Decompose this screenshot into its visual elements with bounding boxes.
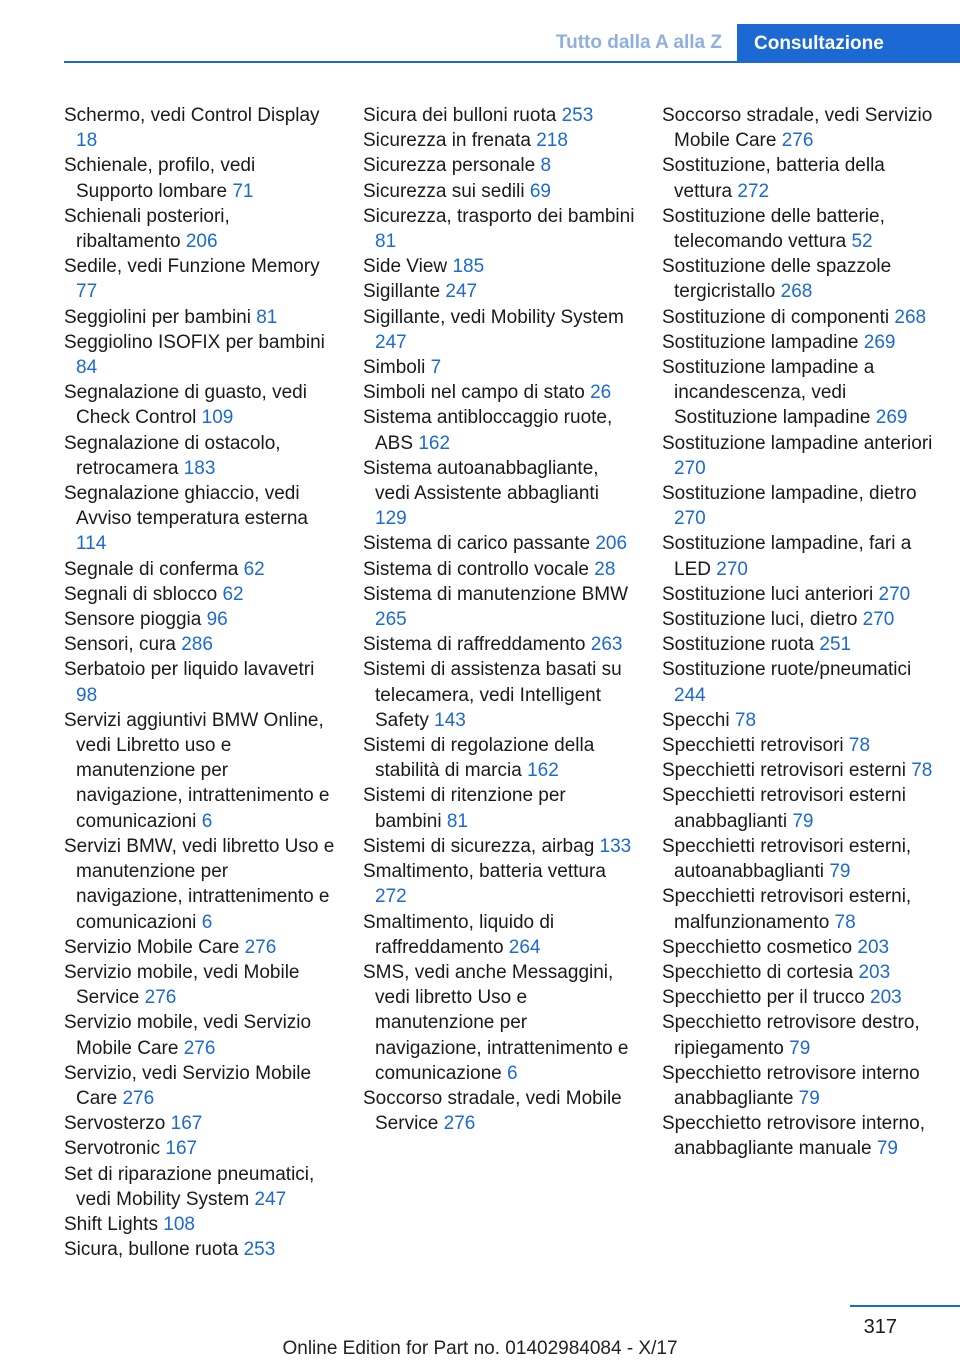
index-term: Simboli nel campo di stato [363,382,585,404]
page-reference-link[interactable]: 206 [595,533,628,555]
page-reference-link[interactable]: 276 [122,1087,155,1109]
index-entry [662,708,934,733]
index-term: Set di riparazione pneumatici, vedi Mobility System [64,1163,315,1210]
page-reference-link[interactable]: 276 [443,1113,476,1135]
index-term: Side View [363,256,448,278]
page-reference-link[interactable]: 84 [76,357,98,379]
index-entry [662,1111,934,1161]
index-term: Sostituzione lampadine, dietro [662,483,917,505]
index-entry [363,254,635,279]
page-reference-link[interactable]: 52 [851,231,873,253]
index-entry [363,405,635,455]
index-entry [363,279,635,304]
index-term: Sostituzione delle batterie, telecomando vettura [662,205,885,253]
index-term: Sostituzione lampadine [662,331,859,353]
index-entry [363,153,635,178]
index-entry [363,380,635,405]
index-entry [662,985,934,1010]
index-term: Serbatoio per liquido lavavetri [64,659,315,681]
page-reference-link[interactable]: 69 [529,180,551,202]
page-reference-link[interactable]: 276 [244,936,277,958]
footer-divider [850,1305,960,1307]
page-reference-link[interactable]: 79 [829,861,851,883]
index-term: Specchietto per il trucco [662,987,865,1009]
index-term: Servizio, vedi Servizio Mobile Care [64,1062,312,1109]
index-term: Sicura dei bulloni ruota [363,105,557,126]
page-reference-link[interactable]: 78 [734,709,757,731]
index-term: Sistemi di assistenza basati su telecamera, vedi Intelligent Safety [363,659,622,731]
index-entry [662,733,934,758]
page-reference-link[interactable]: 78 [911,760,933,782]
index-term: Sensori, cura [64,634,176,656]
index-entry [662,607,934,632]
index-term: Sostituzione luci, dietro [662,609,858,631]
page-reference-link[interactable]: 6 [507,1062,518,1084]
index-entry [64,557,336,582]
page-reference-link[interactable]: 183 [183,457,216,479]
index-entry [64,1136,336,1161]
page-reference-link[interactable]: 62 [243,558,265,580]
index-entry [662,330,934,355]
index-entry [363,657,635,733]
index-entry [363,960,635,1086]
index-term: Schienale, profilo, vedi Supporto lombare [64,155,256,202]
page-reference-link[interactable]: 286 [181,634,213,656]
index-entry [363,179,635,204]
index-entry [64,481,336,557]
index-term: Shift Lights [64,1213,158,1235]
index-entry [662,431,934,481]
index-term: Sistema antibloccaggio ruote, ABS [363,407,613,454]
index-term: Specchietti retrovisori esterni [662,760,906,782]
index-entry [662,1061,934,1111]
page-reference-link[interactable]: 247 [254,1188,287,1210]
page-reference-link[interactable]: 162 [527,760,559,782]
index-entry [64,204,336,254]
index-entry [64,380,336,430]
index-term: Seggiolini per bambini [64,306,251,328]
index-entry [363,859,635,909]
index-term: Sostituzione ruota [662,634,815,656]
page-reference-link[interactable]: 108 [163,1213,195,1235]
page-reference-link[interactable]: 79 [876,1138,898,1160]
page-reference-link[interactable]: 269 [863,331,896,353]
index-entry [64,1061,336,1111]
index-entry [64,960,336,1010]
index-entry [64,1162,336,1212]
page-reference-link[interactable]: 264 [508,936,541,958]
index-term: Segnalazione ghiaccio, vedi Avviso temperatura esterna [64,483,308,530]
index-entry [662,758,934,783]
page-reference-link[interactable]: 6 [201,810,213,832]
header-section-title: Tutto dalla A alla Z [555,32,722,53]
index-term: Servizio Mobile Care [64,936,240,958]
page-reference-link[interactable]: 81 [375,231,397,253]
page-reference-link[interactable]: 78 [848,735,871,757]
page-reference-link[interactable]: 114 [76,533,107,555]
index-entry [363,355,635,380]
index-entry [662,884,934,934]
page-reference-link[interactable]: 203 [870,987,902,1009]
index-term: Soccorso stradale, vedi Mobile Service [363,1087,622,1135]
page-reference-link[interactable]: 133 [599,835,632,857]
index-entry [64,1111,336,1136]
index-entry [363,305,635,355]
index-term: Sistemi di ritenzione per bambini [363,785,566,832]
index-term: Specchietto di cortesia [662,961,854,983]
index-term: Smaltimento, liquido di raffreddamento [363,911,555,958]
page-reference-link[interactable]: 185 [452,256,485,278]
page-reference-link[interactable]: 62 [222,583,244,605]
index-term: Specchietti retrovisori esterni, autoanabbaglianti [662,835,912,883]
index-entry [363,557,635,582]
index-entry [662,960,934,985]
index-entry [363,910,635,960]
page-reference-link[interactable]: 218 [536,130,568,152]
index-term: Sigillante [363,281,441,303]
page-reference-link[interactable]: 276 [144,987,177,1009]
page-reference-link[interactable]: 6 [201,911,213,933]
index-entry [64,153,336,203]
index-entry [363,456,635,532]
index-entry [64,607,336,632]
header-chapter-tab: Consultazione [737,24,960,63]
index-term: Sostituzione delle spazzole tergicristallo [662,256,892,303]
page-reference-link[interactable]: 143 [434,709,466,731]
page-reference-link[interactable]: 247 [445,281,478,303]
page-reference-link[interactable]: 270 [862,609,895,631]
index-term: Specchietti retrovisori esterni, malfunzionamento [662,886,912,933]
page-reference-link[interactable]: 98 [76,684,98,706]
index-term: Specchi [662,709,730,731]
page-reference-link[interactable]: 77 [76,281,98,303]
index-entry [662,204,934,254]
index-term: Sicurezza personale [363,155,536,177]
index-term: Servosterzo [64,1113,166,1135]
index-term: Sistema di controllo vocale [363,558,589,580]
index-entry [64,305,336,330]
index-entry [662,582,934,607]
index-entry [363,1086,635,1136]
page-reference-link[interactable]: 78 [834,911,856,933]
index-entry [662,481,934,531]
page-reference-link[interactable]: 79 [798,1087,820,1109]
index-term: Servotronic [64,1138,161,1160]
page-reference-link[interactable]: 79 [789,1037,811,1059]
index-term: Segnali di sblocco [64,583,218,605]
edition-note: Online Edition for Part no. 01402984084 - X/17 [282,1338,678,1359]
page-reference-link[interactable]: 71 [232,180,254,202]
index-term: Segnalazione di guasto, vedi Check Control [64,382,307,429]
index-entry [64,254,336,304]
index-entry [662,935,934,960]
index-term: Specchietto cosmetico [662,936,853,958]
page-reference-link[interactable]: 203 [857,936,890,958]
index-term: Segnalazione di ostacolo, retrocamera [64,432,281,479]
page-reference-link[interactable]: 7 [430,357,442,379]
index-term: Schienali posteriori, ribaltamento [64,205,230,253]
page-reference-link[interactable]: 162 [418,432,451,454]
index-entry [662,355,934,431]
index-term: Sedile, vedi Funzione Memory [64,256,320,278]
index-term: Sistema autoanabbagliante, vedi Assistente abbaglianti [363,457,599,505]
index-entry [363,632,635,657]
page-reference-link[interactable]: 167 [170,1113,203,1135]
index-term: Servizi BMW, vedi libretto Uso e manutenzione per navigazione, intrattenimento e comunicazioni [64,835,335,933]
page-reference-link[interactable]: 129 [375,508,407,530]
index-term: Sostituzione di componenti [662,306,890,328]
index-term: Sistemi di regolazione della stabilità di marcia [363,735,595,782]
page-reference-link[interactable]: 263 [590,634,623,656]
page-reference-link[interactable]: 253 [561,105,594,126]
index-term: Sostituzione lampadine anteriori [662,432,933,454]
page-reference-link[interactable]: 26 [590,382,612,404]
index-term: Sostituzione lampadine, fari a LED [662,533,912,580]
page-reference-link[interactable]: 272 [737,180,770,202]
page-reference-link[interactable]: 268 [894,306,927,328]
page-reference-link[interactable]: 18 [76,130,98,152]
index-term: Sostituzione luci anteriori [662,583,874,605]
index-entry [64,582,336,607]
index-column-1 [64,103,336,1262]
index-entry [64,632,336,657]
page-reference-link[interactable]: 247 [375,331,407,353]
index-term: Specchietto retrovisore destro, ripiegamento [662,1012,920,1059]
index-term: Servizio mobile, vedi Mobile Service [64,961,300,1009]
index-entry [662,531,934,581]
index-term: Sostituzione lampadine a incandescenza, vedi Sostituzione lampadine [662,357,875,429]
page-reference-link[interactable]: 253 [243,1239,276,1261]
page-reference-link[interactable]: 276 [183,1037,216,1059]
index-term: Sistema di carico passante [363,533,591,555]
index-entry [662,1010,934,1060]
page-reference-link[interactable]: 276 [781,130,814,152]
page-reference-link[interactable]: 272 [375,886,407,908]
index-term: Schermo, vedi Control Display [64,105,320,126]
page-reference-link[interactable]: 167 [165,1138,198,1160]
index-entry [64,1010,336,1060]
header-divider [64,61,960,63]
index-term: Servizio mobile, vedi Servizio Mobile Care [64,1012,312,1059]
index-term: Sicura, bullone ruota [64,1239,239,1261]
index-entry [64,935,336,960]
index-entry [363,834,635,859]
page-reference-link[interactable]: 270 [716,558,748,580]
page-reference-link[interactable]: 96 [206,609,228,631]
page-reference-link[interactable]: 28 [594,558,616,580]
index-term: Sicurezza in frenata [363,130,531,152]
page-reference-link[interactable]: 81 [446,810,468,832]
index-term: SMS, vedi anche Messaggini, vedi libretto Uso e manutenzione per navigazione, intrattenimento e comunicazione [363,961,629,1084]
page-reference-link[interactable]: 270 [878,583,911,605]
page-reference-link[interactable]: 251 [819,634,852,656]
index-term: Specchietto retrovisore interno anabbagliante [662,1062,920,1109]
index-term: Sostituzione, batteria della vettura [662,155,885,202]
index-entry [363,733,635,783]
index-entry [662,783,934,833]
index-term: Seggiolino ISOFIX per bambini [64,331,325,353]
page-reference-link[interactable]: 270 [674,457,706,479]
index-term: Sistema di manutenzione BMW [363,583,629,605]
index-term: Servizi aggiuntivi BMW Online, vedi Libretto uso e manutenzione per navigazione, intrattenimento e comunicazioni [64,709,330,832]
index-entry [662,254,934,304]
index-entry [64,1212,336,1237]
index-term: Simboli [363,357,426,379]
index-term: Sigillante, vedi Mobility System [363,306,624,328]
index-term: Sensore pioggia [64,609,202,631]
index-column-2 [363,103,635,1136]
index-entry [662,153,934,203]
index-entry [662,632,934,657]
index-entry [64,708,336,834]
index-term: Specchietti retrovisori [662,735,844,757]
index-column-3 [662,103,934,1162]
page-reference-link[interactable]: 244 [674,684,706,706]
index-term: Sistemi di sicurezza, airbag [363,835,595,857]
index-entry [662,834,934,884]
index-entry [363,783,635,833]
index-entry [64,657,336,707]
page-reference-link[interactable]: 8 [540,155,552,177]
index-entry [64,431,336,481]
index-entry [64,330,336,380]
index-entry [662,103,934,153]
page-reference-link[interactable]: 268 [780,281,813,303]
page-reference-link[interactable]: 269 [875,407,908,429]
page-reference-link[interactable]: 203 [858,961,891,983]
index-term: Segnale di conferma [64,558,239,580]
page-reference-link[interactable]: 79 [792,810,814,832]
page-reference-link[interactable]: 206 [185,231,218,253]
index-term: Sicurezza sui sedili [363,180,525,202]
page-number: 317 [863,1316,897,1338]
index-entry [64,834,336,935]
page-reference-link[interactable]: 81 [256,306,278,328]
index-entry [662,305,934,330]
page-reference-link[interactable]: 270 [674,508,706,530]
index-term: Sistema di raffreddamento [363,634,586,656]
index-entry [363,204,635,254]
index-entry [363,103,635,128]
index-term: Specchietto retrovisore interno, anabbagliante manuale [662,1113,925,1160]
index-entry [363,128,635,153]
index-entry [662,657,934,707]
page-reference-link[interactable]: 109 [201,407,234,429]
index-term: Sostituzione ruote/pneumatici [662,659,912,681]
index-entry [363,531,635,556]
index-term: Sicurezza, trasporto dei bambini [363,205,635,227]
index-term: Soccorso stradale, vedi Servizio Mobile Care [662,105,933,152]
index-entry [363,582,635,632]
page-reference-link[interactable]: 265 [375,609,407,631]
index-term: Specchietti retrovisori esterni anabbaglianti [662,785,906,832]
index-entry [64,1237,336,1262]
index-term: Smaltimento, batteria vettura [363,861,606,883]
index-entry [64,103,336,153]
